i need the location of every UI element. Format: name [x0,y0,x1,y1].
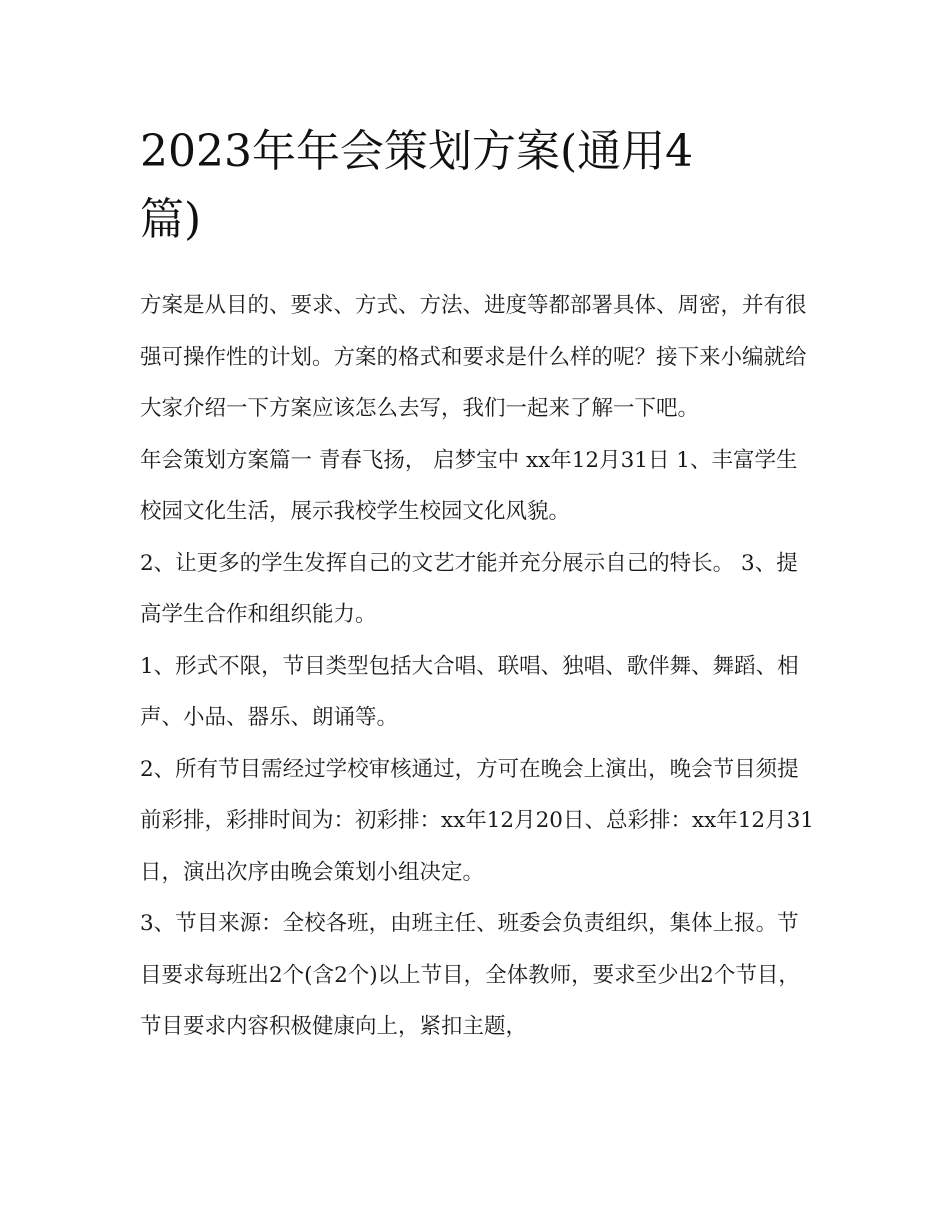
document-title [140,118,810,254]
paragraph-goals: 2、让更多的学生发挥自己的文艺才能并充分展示自己的特长。 3、提高学生合作和组织能力。 [140,550,798,627]
paragraph-program-types: 1、形式不限，节目类型包括大合唱、联唱、独唱、歌伴舞、舞蹈、相声、小品、器乐、朗诵等。 [140,653,799,730]
document-title-line2: 篇) [140,194,202,245]
paragraph-program-source: 3、节目来源：全校各班，由班主任、班委会负责组织，集体上报。节目要求每班出2个(含2个)以上节目，全体教师，要求至少出2个节目，节目要求内容积极健康向上，紧扣主题， [140,911,800,1039]
paragraph-plan-one: 年会策划方案篇一 青春飞扬， 启梦宝中 xx年12月31日 1、丰富学生校园文化生活，展示我校学生校园文化风貌。 [140,447,798,524]
paragraph-rehearsal: 2、所有节目需经过学校审核通过，方可在晚会上演出，晚会节目须提前彩排，彩排时间为：初彩排：xx年12月20日、总彩排：xx年12月31日，演出次序由晚会策划小组决定。 [140,756,814,885]
document-body [140,280,816,1053]
document-title-line1: 2023年年会策划方案(通用4 [140,126,694,177]
paragraph-intro: 方案是从目的、要求、方式、方法、进度等都部署具体、周密，并有很强可操作性的计划。方案的格式和要求是什么样的呢？接下来小编就给大家介绍一下方案应该怎么去写，我们一起来了解一下吧。 [140,293,807,421]
